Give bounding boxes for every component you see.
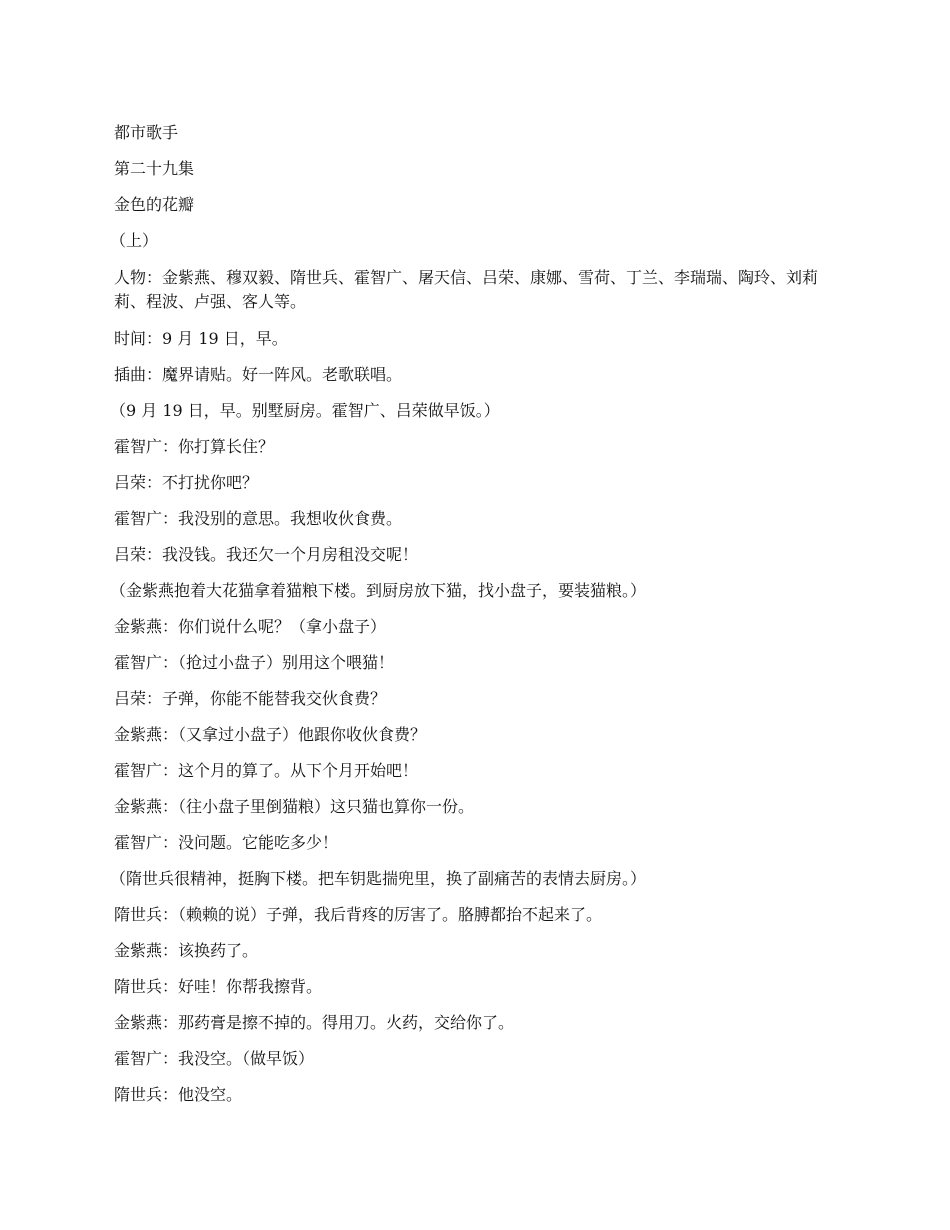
songs-line: 插曲：魔界请贴。好一阵风。老歌联唱。 (114, 365, 403, 384)
dialogue-line: 霍智广：你打算长住？ (114, 437, 275, 456)
dialogue-line: 金紫燕：该换药了。 (114, 941, 259, 960)
stage-direction: （隋世兵很精神，挺胸下楼。把车钥匙揣兜里，换了副痛苦的表情去厨房。） (110, 869, 647, 888)
dialogue-line: 金紫燕：（又拿过小盘子）他跟你收伙食费？ (114, 725, 427, 744)
dialogue-line: 吕荣：子弹，你能不能替我交伙食费？ (114, 689, 387, 708)
characters-list: 人物：金紫燕、穆双毅、隋世兵、霍智广、屠天信、吕荣、康娜、雪荷、丁兰、李瑞瑞、陶玲、刘莉莉、程波、卢强、客人等。 (114, 268, 819, 311)
document-title: 都市歌手 (114, 123, 179, 142)
dialogue-line: 吕荣：我没钱。我还欠一个月房租没交呢！ (114, 545, 419, 564)
dialogue-line: 隋世兵：（赖赖的说）子弹，我后背疼的厉害了。胳膊都抬不起来了。 (114, 905, 603, 924)
dialogue-line: 金紫燕：那药膏是擦不掉的。得用刀。火药，交给你了。 (114, 1013, 515, 1032)
dialogue-line: 隋世兵：他没空。 (114, 1085, 243, 1104)
episode-number: 第二十九集 (114, 159, 195, 178)
dialogue-line: 霍智广：我没别的意思。我想收伙食费。 (114, 509, 403, 528)
dialogue-line: 金紫燕：（往小盘子里倒猫粮）这只猫也算你一份。 (114, 797, 475, 816)
stage-direction: （9 月 19 日，早。别墅厨房。霍智广、吕荣做早饭。） (110, 401, 500, 420)
episode-subtitle: 金色的花瓣 (114, 195, 195, 214)
dialogue-line: 霍智广：没问题。它能吃多少！ (114, 833, 339, 852)
stage-direction: （金紫燕抱着大花猫拿着猫粮下楼。到厨房放下猫，找小盘子，要装猫粮。） (110, 581, 647, 600)
dialogue-line: 霍智广：这个月的算了。从下个月开始吧！ (114, 761, 419, 780)
part-label: （上） (110, 231, 159, 250)
dialogue-line: 霍智广：（抢过小盘子）别用这个喂猫！ (114, 653, 395, 672)
dialogue-line: 吕荣：不打扰你吧？ (114, 473, 259, 492)
dialogue-line: 霍智广：我没空。（做早饭） (114, 1049, 315, 1068)
time-line: 时间：9 月 19 日，早。 (114, 329, 288, 348)
script-page (110, 122, 844, 1120)
dialogue-line: 金紫燕：你们说什么呢？（拿小盘子） (114, 617, 387, 636)
dialogue-line: 隋世兵：好哇！你帮我擦背。 (114, 977, 323, 996)
